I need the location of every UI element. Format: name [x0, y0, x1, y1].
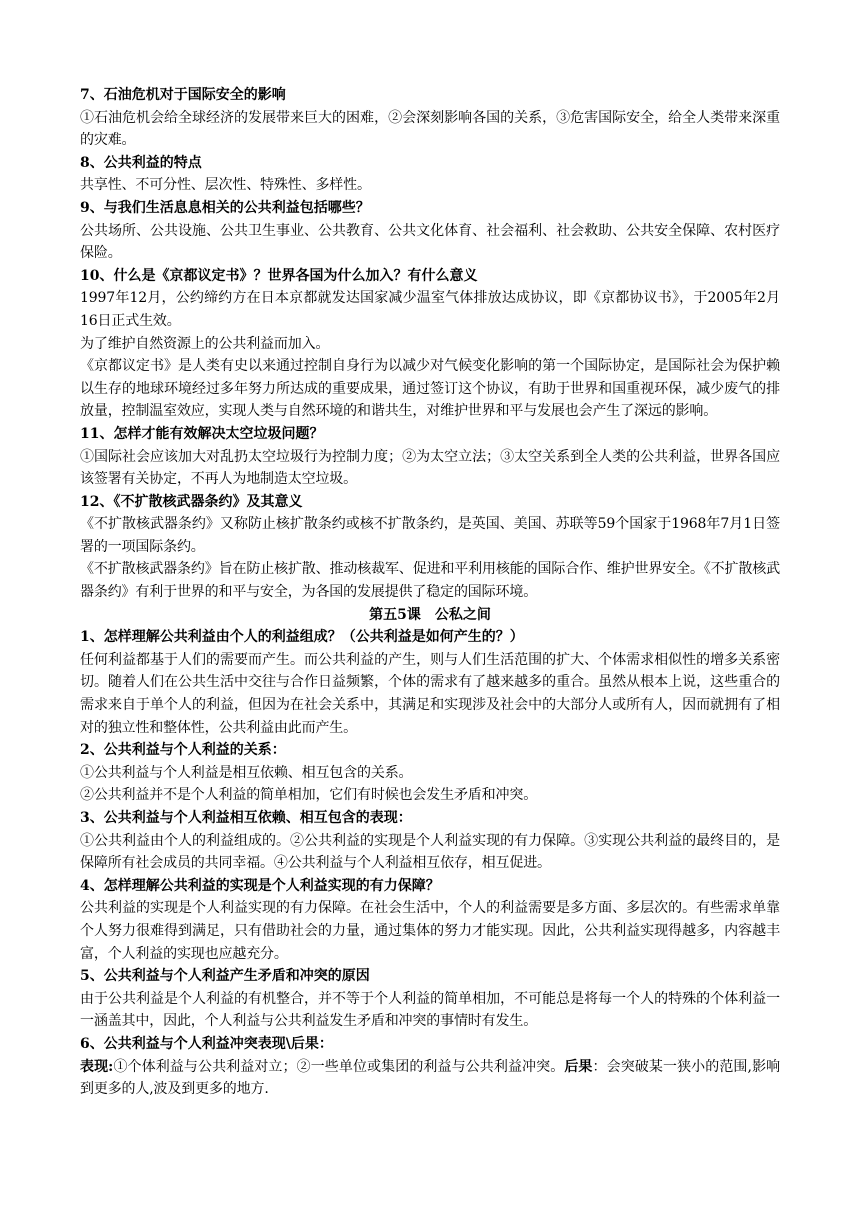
question-heading: 12、《不扩散核武器条约》及其意义 [80, 493, 303, 510]
question-heading: 10、什么是《京都议定书》？世界各国为什么加入？有什么意义 [80, 267, 478, 284]
question-heading: 2、公共利益与个人利益的关系： [80, 742, 286, 759]
answer-paragraph [80, 1056, 780, 1101]
question-heading: 1、怎样理解公共利益由个人的利益组成？（公共利益是如何产生的？） [80, 629, 524, 646]
answer-paragraph: 公共利益的实现是个人利益实现的有力保障。在社会生活中，个人的利益需要是多方面、多层次的。有些需求单靠个人努力很难得到满足，只有借助社会的力量，通过集体的努力才能实现。因此，公共利益实现得越多，内容越丰富，个人利益的实现也应越充分。 [80, 900, 780, 962]
answer-paragraph: 《不扩散核武器条约》旨在防止核扩散、推动核裁军、促进和平利用核能的国际合作、维护世界安全。《不扩散核武器条约》有利于世界的和平与安全，为各国的发展提供了稳定的国际环境。 [80, 561, 780, 601]
question-heading: 3、公共利益与个人利益相互依赖、相互包含的表现： [80, 810, 412, 826]
question-heading: 11、怎样才能有效解决太空垃圾问题？ [80, 425, 324, 442]
question-heading: 6、公共利益与个人利益冲突表现\后果： [80, 1035, 333, 1052]
answer-paragraph: 共享性、不可分性、层次性、特殊性、多样性。 [80, 177, 371, 194]
question-heading: 9、与我们生活息息相关的公共利益包括哪些？ [80, 199, 370, 216]
document-body [80, 84, 780, 1101]
answer-paragraph: ①国际社会应该加大对乱扔太空垃圾行为控制力度；②为太空立法；③太空关系到全人类的公共利益，世界各国应该签署有关协定，不再人为地制造太空垃圾。 [80, 448, 780, 488]
answer-text: ：会突破某一狭小的范围,影响到更多的人,波及到更多的地方. [80, 1058, 781, 1098]
answer-paragraph: ①公共利益与个人利益是相互依赖、相互包含的关系。 [80, 764, 413, 781]
answer-paragraph: 由于公共利益是个人利益的有机整合，并不等于个人利益的简单相加，不可能总是将每一个人的特殊的个体利益一一涵盖其中，因此，个人利益与公共利益发生矛盾和冲突的事情时有发生。 [80, 990, 780, 1030]
answer-text: ①个体利益与公共利益对立；②一些单位或集团的利益与公共利益冲突。 [113, 1058, 565, 1075]
answer-paragraph: ①石油危机会给全球经济的发展带来巨大的困难，②会深刻影响各国的关系，③危害国际安全，给全人类带来深重的灾难。 [80, 109, 780, 149]
question-heading: 4、怎样理解公共利益的实现是个人利益实现的有力保障？ [80, 877, 440, 894]
answer-paragraph: 任何利益都基于人们的需要而产生。而公共利益的产生，则与人们生活范围的扩大、个体需求相似性的增多关系密切。随着人们在公共生活中交往与合作日益频繁，个体的需求有了越来越多的重合。虽然从根本上说，这些重合的需求来自于单个人的利益，但因为在社会关系中，其满足和实现涉及社会中的大部分人或所有人，因而就拥有了相对的独立性和整体性，公共利益由此而产生。 [80, 651, 780, 736]
question-heading: 8、公共利益的特点 [80, 154, 202, 171]
answer-paragraph: 为了维护自然资源上的公共利益而加入。 [80, 335, 330, 352]
bold-lead-label: 后果 [564, 1058, 593, 1075]
answer-paragraph: 《不扩散核武器条约》又称防止核扩散条约或核不扩散条约，是英国、美国、苏联等59个国家于1968年7月1日签署的一项国际条约。 [80, 516, 780, 555]
answer-paragraph: 公共场所、公共设施、公共卫生事业、公共教育、公共文化体育、社会福利、社会救助、公共安全保障、农村医疗保险。 [80, 222, 780, 262]
answer-paragraph: ①公共利益由个人的利益组成的。②公共利益的实现是个人利益实现的有力保障。③实现公共利益的最终目的，是保障所有社会成员的共同幸福。④公共利益与个人利益相互依存，相互促进。 [80, 832, 780, 872]
answer-paragraph: 《京都议定书》是人类有史以来通过控制自身行为以减少对气候变化影响的第一个国际协定，是国际社会为保护赖以生存的地球环境经过多年努力所达成的重要成果，通过签订这个协议，有助于世界和国重视环保，减少废气的排放量，控制温室效应，实现人类与自然环境的和谐共生，对维护世界和平与发展也会产生了深远的影响。 [80, 358, 780, 420]
bold-lead-label: 表现: [80, 1058, 114, 1075]
question-heading: 7、石油危机对于国际安全的影响 [80, 87, 286, 103]
answer-paragraph: 1997年12月，公约缔约方在日本京都就发达国家减少温室气体排放达成协议，即《京都协议书》，于2005年2月16日正式生效。 [80, 290, 780, 329]
question-heading: 5、公共利益与个人利益产生矛盾和冲突的原因 [80, 968, 370, 985]
answer-paragraph: ②公共利益并不是个人利益的简单相加，它们有时候也会发生矛盾和冲突。 [80, 787, 538, 804]
lesson-title: 第五5课 公私之间 [369, 606, 491, 623]
